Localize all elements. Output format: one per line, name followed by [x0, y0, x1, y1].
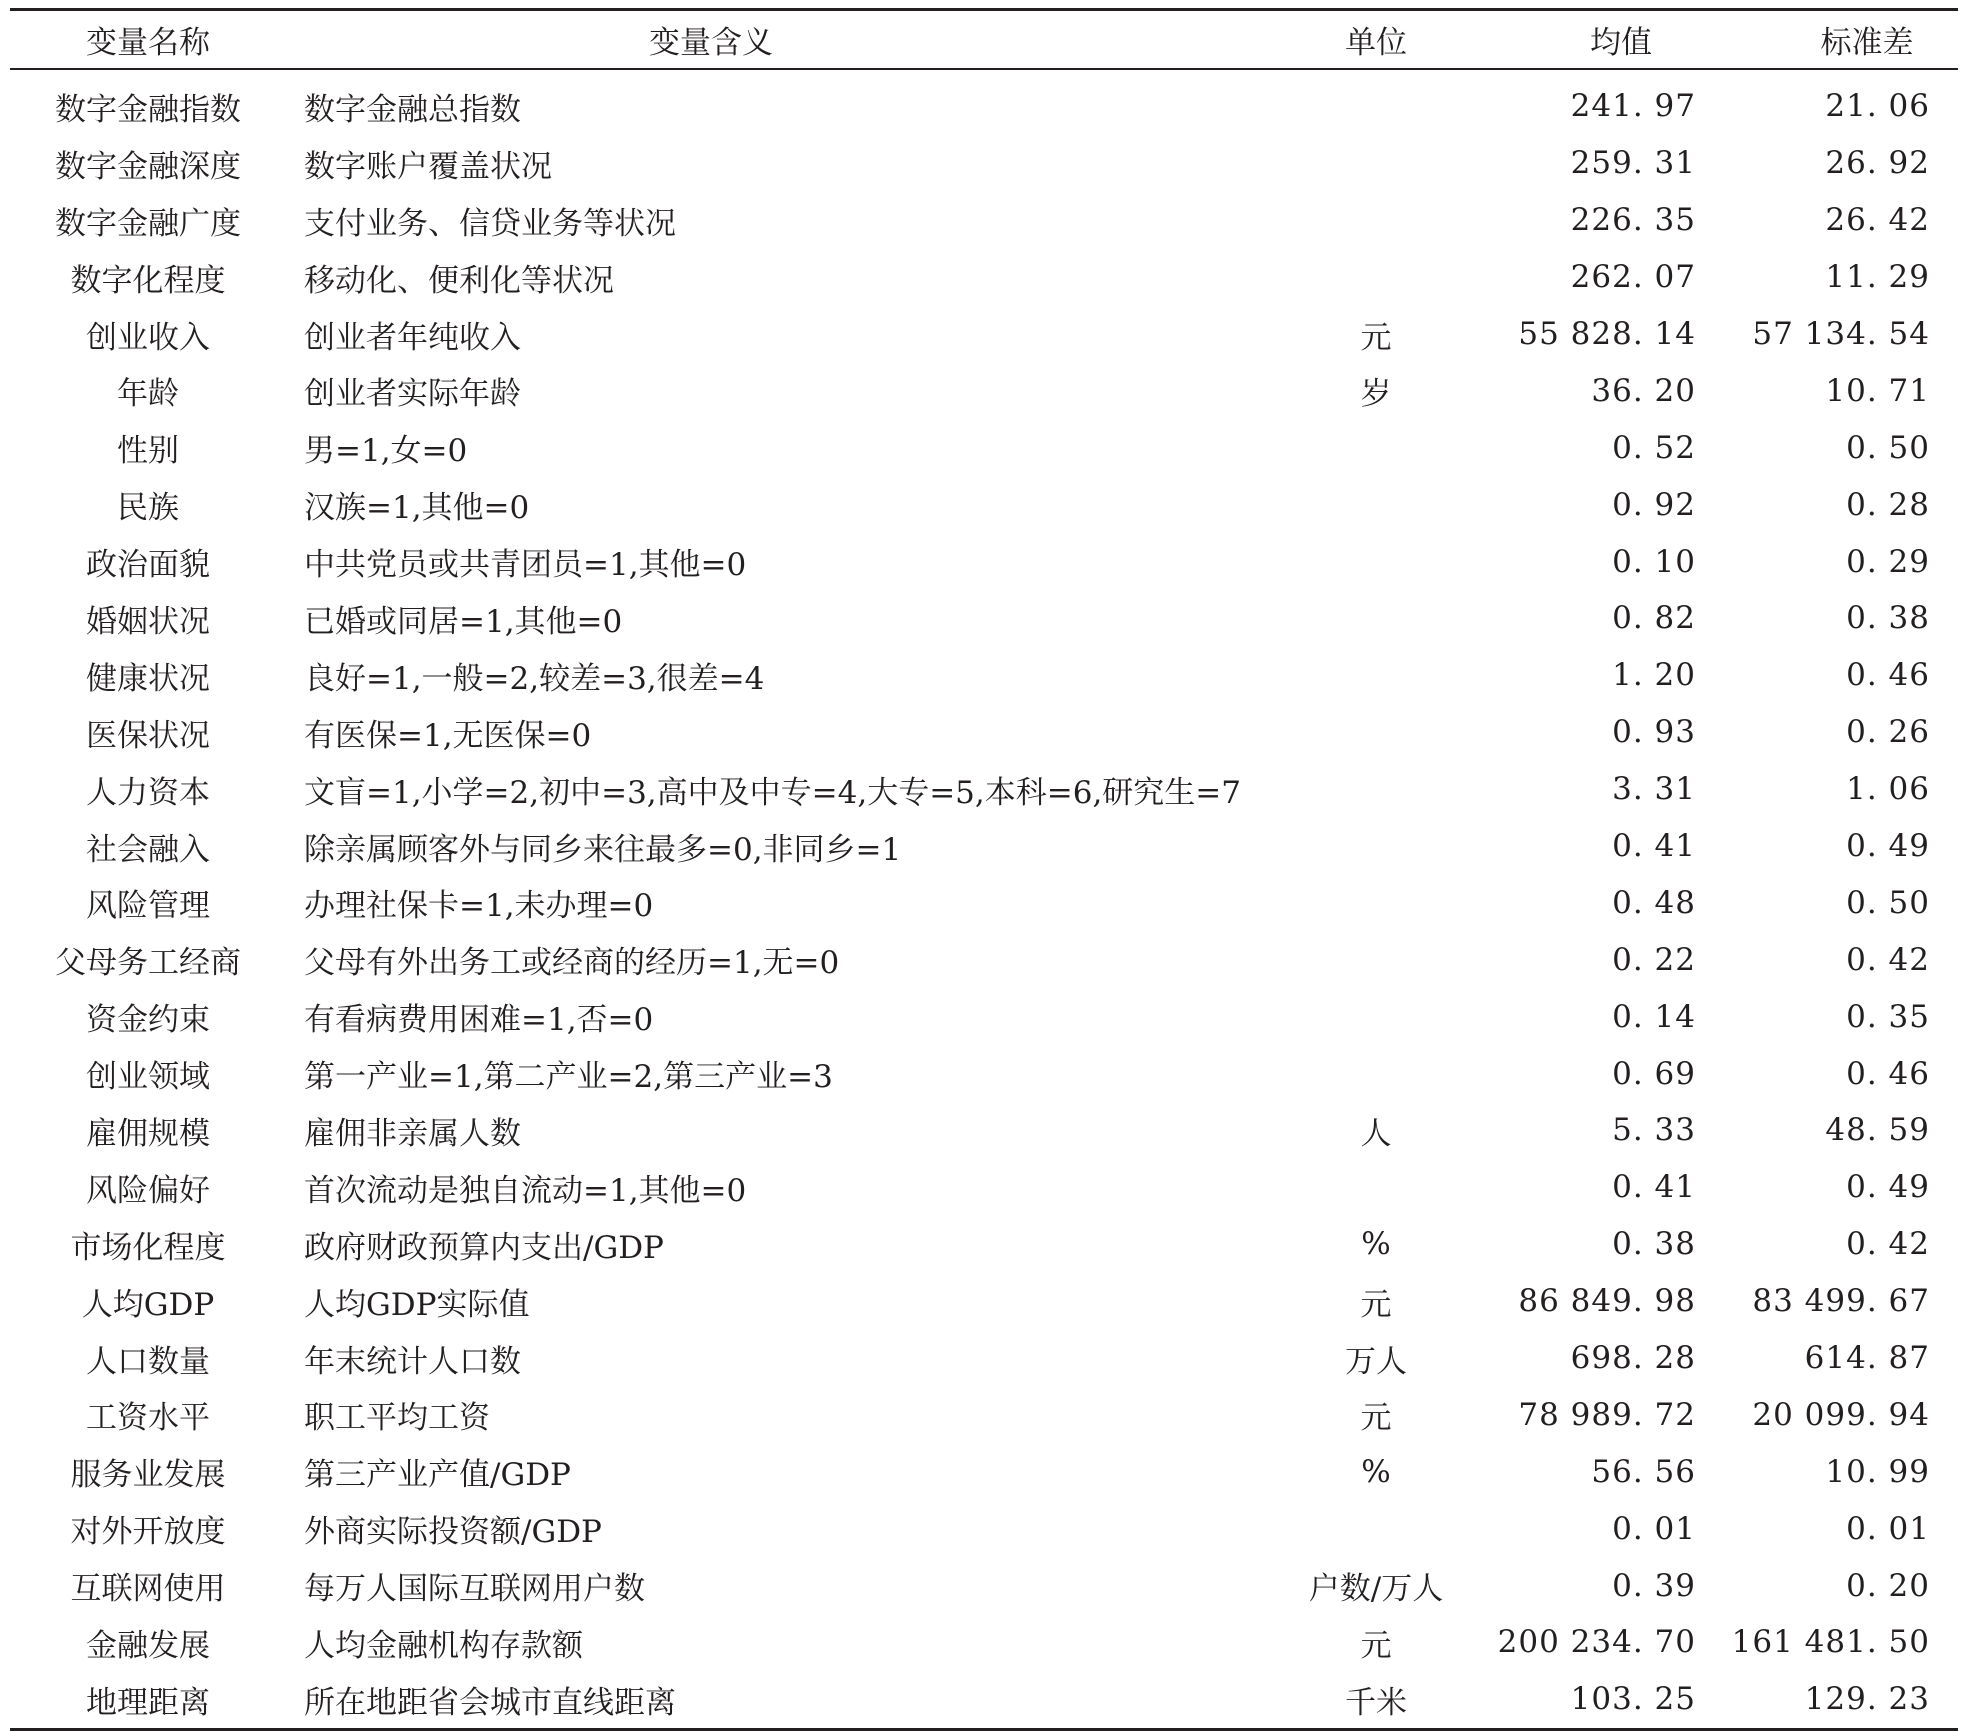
mean-cell: 86 849. 98 [1518, 1283, 1696, 1320]
variable-meaning-cell: 第三产业产值/GDP [304, 1457, 571, 1494]
mean-cell: 259. 31 [1570, 145, 1696, 182]
unit-cell [1286, 704, 1466, 761]
std-dev-cell: 0. 26 [1846, 714, 1930, 751]
unit-cell [1286, 1159, 1466, 1216]
mean-cell: 698. 28 [1570, 1340, 1696, 1377]
variable-name-cell: 雇佣规模 [86, 1115, 210, 1152]
variable-name-cell: 数字金融广度 [55, 205, 241, 242]
mean-cell: 0. 01 [1612, 1510, 1696, 1547]
std-dev-cell: 0. 29 [1846, 543, 1930, 580]
table-bottom-rule [10, 1728, 1958, 1731]
header-row [10, 11, 1958, 68]
mean-cell: 0. 41 [1612, 828, 1696, 865]
std-dev-cell: 0. 46 [1846, 657, 1930, 694]
std-dev-cell: 26. 92 [1825, 145, 1930, 182]
std-dev-cell: 0. 49 [1846, 828, 1930, 865]
mean-cell: 241. 97 [1570, 88, 1696, 125]
table-row [10, 306, 1958, 363]
variable-meaning-cell: 汉族=1,其他=0 [304, 490, 530, 527]
variable-name-cell: 人口数量 [86, 1343, 210, 1380]
variable-meaning-cell: 支付业务、信贷业务等状况 [304, 205, 676, 242]
variable-meaning-cell: 职工平均工资 [304, 1400, 490, 1437]
variable-name-cell: 地理距离 [86, 1684, 210, 1721]
table-row [10, 476, 1958, 533]
table-row [10, 931, 1958, 988]
variable-meaning-cell: 创业者实际年龄 [304, 376, 521, 413]
unit-cell: % [1361, 1226, 1391, 1263]
variable-name-cell: 民族 [117, 490, 179, 527]
mean-cell: 0. 48 [1612, 884, 1696, 921]
unit-cell: 人 [1360, 1115, 1392, 1152]
mean-cell: 0. 22 [1612, 941, 1696, 978]
unit-cell [1286, 590, 1466, 647]
mean-cell: 3. 31 [1612, 771, 1696, 808]
variable-name-cell: 市场化程度 [70, 1229, 226, 1266]
variable-meaning-cell: 雇佣非亲属人数 [304, 1115, 521, 1152]
std-dev-cell: 0. 42 [1846, 941, 1930, 978]
table-row [10, 1159, 1958, 1216]
unit-cell: 千米 [1345, 1684, 1407, 1721]
table-row [10, 1330, 1958, 1387]
variable-name-cell: 服务业发展 [70, 1457, 226, 1494]
table-row [10, 704, 1958, 761]
variable-meaning-cell: 移动化、便利化等状况 [304, 262, 614, 299]
std-dev-cell: 0. 01 [1846, 1510, 1930, 1547]
table-row [10, 1216, 1958, 1273]
variable-name-cell: 健康状况 [86, 660, 210, 697]
mean-cell: 78 989. 72 [1518, 1396, 1696, 1433]
variable-name-cell: 工资水平 [86, 1400, 210, 1437]
variable-meaning-cell: 有看病费用困难=1,否=0 [304, 1002, 654, 1039]
std-dev-cell: 614. 87 [1804, 1340, 1930, 1377]
variable-name-cell: 互联网使用 [70, 1571, 226, 1608]
std-dev-cell: 0. 46 [1846, 1055, 1930, 1092]
mean-cell: 1. 20 [1612, 657, 1696, 694]
mean-cell: 0. 82 [1612, 600, 1696, 637]
table-row [10, 1273, 1958, 1330]
header-mean: 均值 [1590, 25, 1652, 61]
table-row [10, 1671, 1958, 1728]
variable-meaning-cell: 首次流动是独自流动=1,其他=0 [304, 1172, 747, 1209]
variable-meaning-cell: 男=1,女=0 [304, 433, 468, 470]
variable-meaning-cell: 人均金融机构存款额 [304, 1627, 583, 1664]
variable-meaning-cell: 外商实际投资额/GDP [304, 1514, 602, 1551]
variable-meaning-cell: 年末统计人口数 [304, 1343, 521, 1380]
std-dev-cell: 11. 29 [1825, 259, 1930, 296]
table-row [10, 249, 1958, 306]
table-row [10, 1102, 1958, 1159]
unit-cell [1286, 818, 1466, 875]
variable-meaning-cell: 文盲=1,小学=2,初中=3,高中及中专=4,大专=5,本科=6,研究生=7 [304, 774, 1242, 811]
variable-meaning-cell: 政府财政预算内支出/GDP [304, 1229, 664, 1266]
unit-cell: 岁 [1360, 376, 1392, 413]
std-dev-cell: 20 099. 94 [1752, 1396, 1930, 1433]
std-dev-cell: 0. 50 [1846, 884, 1930, 921]
table-row [10, 362, 1958, 419]
header-unit: 单位 [1345, 25, 1407, 61]
variable-meaning-cell: 数字金融总指数 [304, 91, 521, 128]
variable-name-cell: 政治面貌 [86, 547, 210, 584]
mean-cell: 0. 92 [1612, 486, 1696, 523]
variable-name-cell: 数字金融深度 [55, 148, 241, 185]
unit-cell [1286, 476, 1466, 533]
variable-name-cell: 社会融入 [86, 831, 210, 868]
table-row [10, 1614, 1958, 1671]
mean-cell: 0. 93 [1612, 714, 1696, 751]
std-dev-cell: 0. 28 [1846, 486, 1930, 523]
std-dev-cell: 10. 71 [1825, 372, 1930, 409]
table-row [10, 988, 1958, 1045]
unit-cell [1286, 135, 1466, 192]
table-row [10, 192, 1958, 249]
std-dev-cell: 0. 49 [1846, 1169, 1930, 1206]
table-row [10, 1557, 1958, 1614]
mean-cell: 0. 41 [1612, 1169, 1696, 1206]
table-row [10, 647, 1958, 704]
variable-name-cell: 人均GDP [81, 1286, 215, 1323]
variable-name-cell: 风险管理 [86, 888, 210, 925]
unit-cell [1286, 1045, 1466, 1102]
header-std-dev: 标准差 [1820, 25, 1914, 61]
table-row [10, 761, 1958, 818]
table-row [10, 1443, 1958, 1500]
std-dev-cell: 0. 50 [1846, 429, 1930, 466]
variable-meaning-cell: 办理社保卡=1,未办理=0 [304, 888, 654, 925]
variable-name-cell: 人力资本 [86, 774, 210, 811]
unit-cell: 元 [1360, 1400, 1392, 1437]
table-row [10, 818, 1958, 875]
mean-cell: 55 828. 14 [1518, 316, 1696, 352]
unit-cell: 元 [1360, 319, 1392, 356]
mean-cell: 0. 39 [1612, 1567, 1696, 1604]
variable-meaning-cell: 已婚或同居=1,其他=0 [304, 603, 623, 640]
mean-cell: 0. 69 [1612, 1055, 1696, 1092]
variable-meaning-cell: 父母有外出务工或经商的经历=1,无=0 [304, 945, 840, 982]
table-row [10, 1045, 1958, 1102]
variable-table [10, 8, 1958, 1731]
mean-cell: 0. 10 [1612, 543, 1696, 580]
variable-meaning-cell: 第一产业=1,第二产业=2,第三产业=3 [304, 1059, 833, 1096]
std-dev-cell: 0. 35 [1846, 998, 1930, 1035]
unit-cell: 户数/万人 [1308, 1571, 1444, 1608]
variable-meaning-cell: 创业者年纯收入 [304, 319, 521, 356]
std-dev-cell: 10. 99 [1825, 1453, 1930, 1490]
unit-cell [1286, 988, 1466, 1045]
std-dev-cell: 48. 59 [1825, 1112, 1930, 1149]
std-dev-cell: 0. 42 [1846, 1226, 1930, 1263]
std-dev-cell: 129. 23 [1804, 1681, 1930, 1718]
unit-cell [1286, 192, 1466, 249]
variable-name-cell: 对外开放度 [70, 1514, 226, 1551]
table-row [10, 533, 1958, 590]
unit-cell: % [1361, 1453, 1391, 1490]
unit-cell [1286, 647, 1466, 704]
header-variable-meaning: 变量含义 [649, 25, 773, 61]
unit-cell [1286, 1500, 1466, 1557]
std-dev-cell: 83 499. 67 [1752, 1283, 1930, 1320]
variable-meaning-cell: 有医保=1,无医保=0 [304, 717, 592, 754]
std-dev-cell: 0. 38 [1846, 600, 1930, 637]
unit-cell [1286, 761, 1466, 818]
table-row [10, 419, 1958, 476]
table-row [10, 874, 1958, 931]
unit-cell [1286, 419, 1466, 476]
mean-cell: 5. 33 [1612, 1112, 1696, 1149]
std-dev-cell: 161 481. 50 [1731, 1624, 1930, 1661]
unit-cell: 元 [1360, 1627, 1392, 1664]
unit-cell: 元 [1360, 1286, 1392, 1323]
variable-name-cell: 创业收入 [86, 319, 210, 356]
stats-table-body [10, 70, 1958, 1728]
variable-meaning-cell: 数字账户覆盖状况 [304, 148, 552, 185]
unit-cell [1286, 249, 1466, 306]
variable-name-cell: 创业领域 [86, 1059, 210, 1096]
table-row [10, 135, 1958, 192]
table-row [10, 1386, 1958, 1443]
variable-meaning-cell: 良好=1,一般=2,较差=3,很差=4 [304, 660, 765, 697]
variable-meaning-cell: 每万人国际互联网用户数 [304, 1571, 645, 1608]
variable-name-cell: 金融发展 [86, 1627, 210, 1664]
unit-cell [1286, 874, 1466, 931]
variable-name-cell: 资金约束 [86, 1002, 210, 1039]
std-dev-cell: 21. 06 [1825, 88, 1930, 125]
table-row [10, 1500, 1958, 1557]
unit-cell [1286, 70, 1466, 135]
table-row [10, 70, 1958, 135]
mean-cell: 0. 38 [1612, 1226, 1696, 1263]
variable-meaning-cell: 中共党员或共青团员=1,其他=0 [304, 547, 747, 584]
unit-cell [1286, 931, 1466, 988]
variable-name-cell: 风险偏好 [86, 1172, 210, 1209]
unit-cell [1286, 533, 1466, 590]
mean-cell: 56. 56 [1591, 1453, 1696, 1490]
mean-cell: 200 234. 70 [1497, 1624, 1696, 1661]
mean-cell: 0. 52 [1612, 429, 1696, 466]
std-dev-cell: 26. 42 [1825, 202, 1930, 239]
mean-cell: 36. 20 [1591, 372, 1696, 409]
table-row [10, 590, 1958, 647]
std-dev-cell: 57 134. 54 [1752, 316, 1930, 352]
mean-cell: 226. 35 [1570, 202, 1696, 239]
unit-cell: 万人 [1345, 1343, 1407, 1380]
variable-name-cell: 父母务工经商 [55, 945, 241, 982]
mean-cell: 0. 14 [1612, 998, 1696, 1035]
variable-meaning-cell: 人均GDP实际值 [304, 1286, 530, 1323]
mean-cell: 103. 25 [1570, 1681, 1696, 1718]
variable-name-cell: 数字化程度 [70, 262, 226, 299]
variable-name-cell: 年龄 [117, 376, 179, 413]
mean-cell: 262. 07 [1570, 259, 1696, 296]
variable-meaning-cell: 所在地距省会城市直线距离 [304, 1684, 676, 1721]
variable-name-cell: 婚姻状况 [86, 603, 210, 640]
variable-name-cell: 医保状况 [86, 717, 210, 754]
std-dev-cell: 1. 06 [1846, 771, 1930, 808]
variable-meaning-cell: 除亲属顾客外与同乡来往最多=0,非同乡=1 [304, 831, 902, 868]
variable-name-cell: 数字金融指数 [55, 91, 241, 128]
std-dev-cell: 0. 20 [1846, 1567, 1930, 1604]
header-variable-name: 变量名称 [86, 25, 210, 61]
stats-table [10, 11, 1958, 68]
variable-name-cell: 性别 [117, 433, 179, 470]
